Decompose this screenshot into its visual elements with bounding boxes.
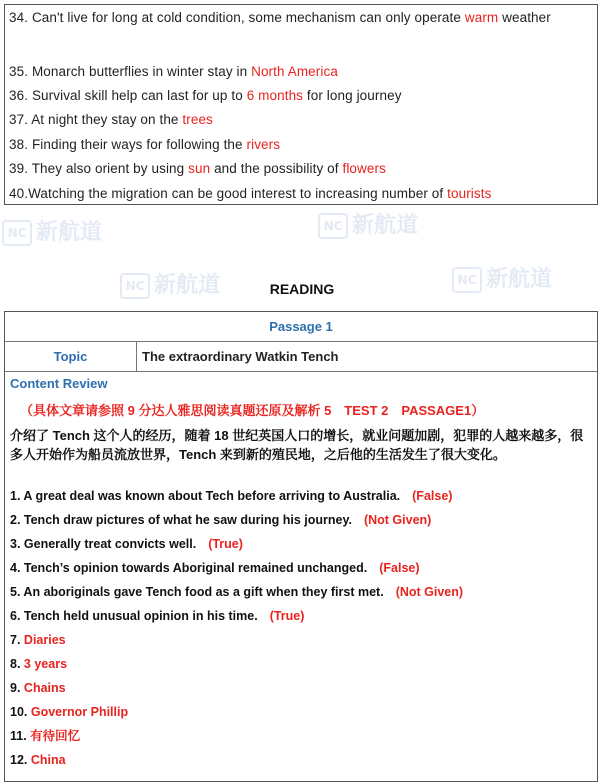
watermark-logo: NC 新航道 [120, 268, 220, 299]
question-item: 6. Tench held unusual opinion in his time. (True) [10, 609, 305, 623]
watermark-logo: NC 新航道 [2, 215, 102, 246]
question-item: 8. 3 years [10, 657, 68, 671]
question-item: 10. Governor Phillip [10, 705, 129, 719]
question-item: 11. 有待回忆 [10, 729, 81, 743]
question-item: 5. An aboriginals gave Tench food as a gift when they first met. (Not Given) [10, 585, 464, 599]
listening-item-36: 36. Survival skill help can last for up to 6 months for long journey [9, 88, 402, 103]
passage-title: Passage 1 [5, 312, 597, 342]
topic-label: Topic [5, 342, 137, 372]
listening-item-34: 34. Can't live for long at cold condition, some mechanism can only operate warm weather [9, 10, 551, 25]
question-item: 4. Tench’s opinion towards Aboriginal remained unchanged. (False) [10, 561, 420, 575]
article-reference: （具体文章请参照 9 分达人雅思阅读真题还原及解析 5 TEST 2 PASSAGE1） [20, 403, 485, 418]
question-item: 1. A great deal was known about Tech before arriving to Australia. (False) [10, 489, 453, 503]
listening-item-35: 35. Monarch butterflies in winter stay in North America [9, 64, 338, 79]
question-item: 2. Tench draw pictures of what he saw during his journey. (Not Given) [10, 513, 432, 527]
listening-item-40: 40.Watching the migration can be good interest to increasing number of tourists [9, 186, 492, 201]
listening-answers-box [4, 4, 598, 205]
listening-item-39: 39. They also orient by using sun and the possibility of flowers [9, 161, 386, 176]
content-review-title: Content Review [10, 376, 108, 391]
passage-intro: 介绍了 Tench 这个人的经历，随着 18 世纪英国人口的增长，就业问题加剧，犯罪的人越来越多，很多人开始作为船员流放世界，Tench 来到新的殖民地，之后他的生活发生了很大变化。 [10, 428, 584, 462]
listening-item-37: 37. At night they stay on the trees [9, 112, 213, 127]
question-item: 3. Generally treat convicts well. (True) [10, 537, 243, 551]
topic-value: The extraordinary Watkin Tench [137, 342, 597, 372]
listening-item-38: 38. Finding their ways for following the rivers [9, 137, 281, 152]
watermark-logo: NC 新航道 [318, 208, 418, 239]
question-item: 12. China [10, 753, 66, 767]
section-heading: READING [269, 281, 335, 297]
question-item: 9. Chains [10, 681, 66, 695]
watermark-logo: NC 新航道 [452, 262, 552, 293]
reading-table [4, 311, 598, 782]
question-item: 7. Diaries [10, 633, 66, 647]
